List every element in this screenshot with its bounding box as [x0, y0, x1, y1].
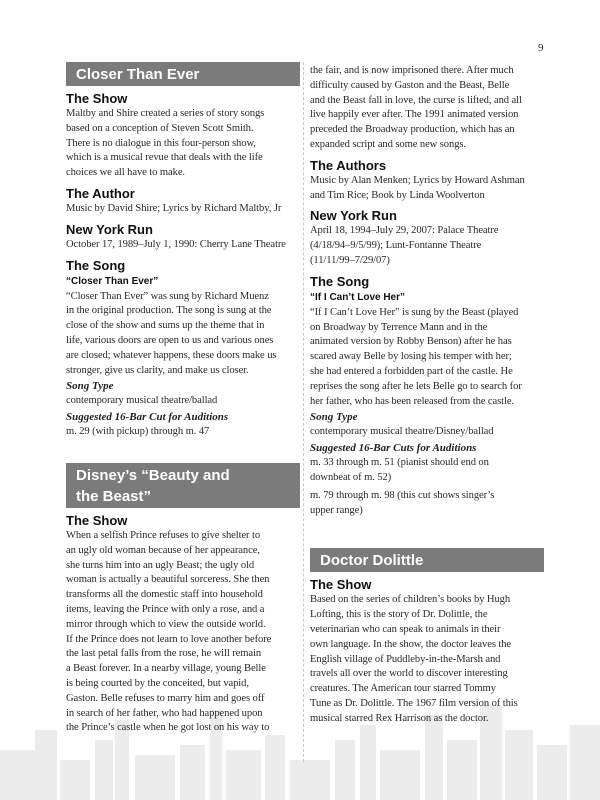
text-line: she turns him into an ugly Beast; the ugly old	[66, 559, 255, 571]
text-line: mirror through which to view the outside world.	[66, 618, 266, 630]
heading-song-type: Song Type	[310, 411, 358, 424]
text-line: English village of Puddleby-in-the-Marsh and	[310, 653, 501, 665]
column-divider	[303, 62, 304, 762]
text-line: contemporary musical theatre/ballad	[66, 395, 218, 407]
text-line: her father, who has been released from the castle.	[310, 395, 514, 407]
heading-suggested-cut: Suggested 16-Bar Cut for Auditions	[66, 411, 229, 424]
text-line: downbeat of m. 52)	[310, 471, 392, 483]
section-title-line-1: Disney’s “Beauty and	[76, 466, 230, 484]
text-line: and Tim Rice; Book by Linda Woolverton	[310, 189, 485, 201]
text-line: (4/18/94–9/5/99); Lunt-Fontanne Theatre	[310, 240, 482, 252]
show-description	[310, 593, 544, 726]
song-title: “Closer Than Ever”	[66, 275, 159, 287]
section-header-closer-than-ever: Closer Than Ever	[66, 62, 300, 86]
song-type-text	[66, 394, 300, 409]
text-line: Gaston. Belle refuses to marry him and goes off	[66, 692, 265, 704]
text-line: creatures. The American tour starred Tommy	[310, 683, 496, 695]
text-line: choices we all have to make.	[66, 167, 185, 179]
text-line: own language. In the show, the doctor leaves the	[310, 638, 512, 650]
text-line: close of the show and sums up the theme that in	[66, 320, 265, 332]
heading-the-authors: The Authors	[310, 157, 387, 173]
text-line: in search of her father, who had happened upon	[66, 707, 263, 719]
authors-text	[310, 174, 544, 204]
text-line: the Prince’s castle when he got lost on his way to	[66, 722, 270, 734]
text-line: scared away Belle by losing his temper with her;	[310, 351, 512, 363]
text-line: April 18, 1994–July 29, 2007: Palace Theatre	[310, 225, 499, 237]
author-text	[66, 202, 300, 217]
heading-the-show: The Show	[66, 91, 128, 106]
text-line: is being courted by the conceited, but vapid,	[66, 677, 249, 689]
new-york-run-text	[66, 238, 300, 253]
text-line: expanded script and some new songs.	[310, 138, 466, 150]
text-line: stronger, give us clarity, and make us closer.	[66, 364, 249, 376]
text-line: which is a musical revue that deals with the life	[66, 152, 263, 164]
left-column	[66, 62, 300, 736]
text-line: October 17, 1989–July 1, 1990: Cherry Lane Theatre	[66, 238, 286, 250]
heading-the-show: The Show	[310, 577, 372, 593]
heading-the-author: The Author	[66, 185, 135, 201]
text-line: veterinarian who can speak to animals in their	[310, 623, 501, 635]
heading-new-york-run: New York Run	[66, 221, 153, 237]
text-line: are closed; whatever happens, these doors make us	[66, 349, 277, 361]
text-line: difficulty caused by Gaston and the Beast, Belle	[310, 79, 510, 91]
heading-suggested-cuts: Suggested 16-Bar Cuts for Auditions	[310, 442, 477, 455]
text-line: Music by David Shire; Lyrics by Richard Maltby, Jr	[66, 202, 282, 214]
text-line: (11/11/99–7/29/07)	[310, 254, 390, 266]
text-line: and the Beast fall in love, the curse is lifted, and all	[310, 94, 522, 106]
text-line: Music by Alan Menken; Lyrics by Howard Ashman	[310, 174, 525, 186]
text-line: animated version by Robby Benson) after he has	[310, 336, 512, 348]
page-number: 9	[538, 42, 544, 54]
text-line: Lofting, this is the story of Dr. Dolittle, the	[310, 609, 488, 621]
text-line: When a selfish Prince refuses to give shelter to	[66, 529, 261, 541]
text-line: the last petal falls from the rose, he will remain	[66, 648, 262, 660]
text-line: musical starred Rex Harrison as the doctor.	[310, 712, 489, 724]
text-line: If the Prince does not learn to love another before	[66, 633, 272, 645]
suggested-cut-text	[66, 425, 300, 440]
suggested-cut-1	[310, 456, 544, 486]
text-line: woman is actually a beautiful sorceress. She then	[66, 574, 270, 586]
text-line: m. 79 through m. 98 (this cut shows singer’s	[310, 489, 495, 501]
text-line: travels all over the world to discover interesting	[310, 668, 508, 680]
text-line: in the original production. The song is sung at the	[66, 305, 272, 317]
text-line: m. 33 through m. 51 (pianist should end on	[310, 457, 489, 469]
song-description	[66, 290, 300, 379]
text-line: an ugly old woman because of her appearance,	[66, 544, 260, 556]
heading-new-york-run: New York Run	[310, 208, 397, 224]
text-line: life, various doors are open to us and various ones	[66, 334, 274, 346]
text-line: on Broadway by Terrence Mann and in the	[310, 321, 488, 333]
section-title-line-2: the Beast”	[76, 487, 152, 505]
text-line: items, leaving the Prince with only a rose, and a	[66, 603, 265, 615]
text-line: Tune as Dr. Dolittle. The 1967 film version of this	[310, 697, 518, 709]
text-line: transforms all the domestic staff into household	[66, 589, 263, 601]
song-type-text	[310, 425, 544, 440]
text-line: a Beast forever. In a nearby village, young Belle	[66, 663, 266, 675]
song-description	[310, 306, 544, 410]
text-line: the fair, and is now imprisoned there. After much	[310, 65, 514, 76]
text-line: based on a conception of Steven Scott Smith.	[66, 122, 254, 134]
song-title: “If I Can’t Love Her”	[310, 291, 406, 303]
text-line: Maltby and Shire created a series of story songs	[66, 108, 265, 119]
heading-the-song: The Song	[66, 257, 126, 273]
heading-the-song: The Song	[310, 273, 370, 289]
text-line: upper range)	[310, 504, 363, 516]
text-line: she had entered a forbidden part of the castle. He	[310, 365, 513, 377]
text-line: preceded the Broadway production, which has an	[310, 124, 515, 136]
show-description	[66, 529, 300, 736]
text-line: “Closer Than Ever” was sung by Richard Muenz	[66, 290, 269, 302]
text-line: Based on the series of children’s books by Hugh	[310, 594, 511, 606]
text-line: There is no dialogue in this four-person show,	[66, 137, 256, 149]
right-column	[310, 64, 544, 727]
text-line: “If I Can’t Love Her” is sung by the Beast (played	[310, 306, 519, 318]
text-line: contemporary musical theatre/Disney/ballad	[310, 426, 494, 438]
section-header-doctor-dolittle: Doctor Dolittle	[310, 548, 544, 572]
heading-the-show: The Show	[66, 512, 128, 528]
show-description	[66, 107, 300, 181]
section-header-beauty-and-the-beast	[66, 463, 300, 508]
heading-song-type: Song Type	[66, 380, 114, 393]
suggested-cut-2	[310, 489, 544, 519]
show-description-continued	[310, 64, 544, 153]
text-line: reprises the song after he lets Belle go to search for	[310, 380, 522, 392]
text-line: m. 29 (with pickup) through m. 47	[66, 426, 210, 438]
text-line: live happily ever after. The 1991 animated version	[310, 109, 519, 121]
new-york-run-text	[310, 224, 544, 268]
